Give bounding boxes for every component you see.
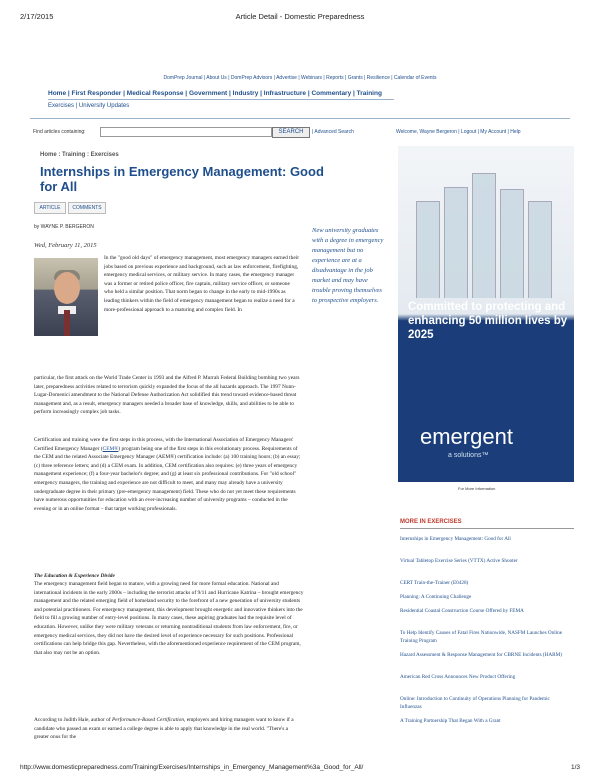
search-button[interactable]: SEARCH bbox=[272, 127, 310, 138]
print-date: 2/17/2015 bbox=[20, 12, 54, 21]
search-label: Find articles containing: bbox=[33, 129, 86, 135]
print-footer bbox=[20, 764, 580, 771]
more-item[interactable]: American Red Cross Announces New Product Offering bbox=[400, 674, 516, 680]
nav-item-commentary[interactable]: Commentary bbox=[311, 90, 352, 97]
search-divider bbox=[30, 118, 570, 119]
page-number: 1/3 bbox=[570, 764, 580, 771]
paragraph-2: Certification and training were the first steps in this process, with the International Association of Emergency Managers' Certified Emergency Manager (CEM®) program being one of the first steps in this evolutionary process. Requirements of the CEM and the related Associate Emergency Manager (AEM®) certification include: (a) 100 training hours; (b) an essay; (c) three reference letters; and (d) a CEM exam. In addition, CEM certification also requires: (e) three years of emergency management experience; (f) a four-year bachelor's degree; and (g) at least six professional contributions. For "old school" emergency managers, the training and experience are not difficult to meet, and many may already have a university undergraduate degree in their primary (pre-emergency management) field. These who do not yet meet these requirements have numerous opportunities for education with an ever-increasing number of university programs – conducted in the evening or in an online format – that target working professionals. bbox=[34, 437, 301, 512]
more-item[interactable]: CERT Train-the-Trainer (E0428) bbox=[400, 580, 469, 586]
ad-tagline: a solutions™ bbox=[448, 452, 489, 459]
advanced-search-link[interactable]: | Advanced Search bbox=[312, 129, 354, 135]
nav-item-medical-response[interactable]: Medical Response bbox=[126, 90, 184, 97]
section-heading: The Education & Experience Divide bbox=[34, 573, 115, 579]
article-date: Wed, February 11, 2015 bbox=[34, 242, 97, 249]
paragraph-4: According to Judith Hale, author of Performance-Based Certification, employers and hiring managers want to know if a candidate who passed an exam or earned a college degree is able to apply that knowledge in the real world. "There's a greater onus for the bbox=[34, 717, 294, 741]
footer-url: http://www.domesticpreparedness.com/Training/Exercises/Internships_in_Emergency_Management%3a_Good_for_All/ bbox=[20, 764, 364, 771]
paragraph-1-continued: particular, the first attack on the World Trade Center in 1993 and the Alfred P. Murrah Federal Building bombing two years later, preparedness activities related to terrorism quickly expanded the focus of the all hazards approach. The 1997 Nunn-Lugar-Domenici amendment to the National Defense Authorization Act solidified this trend toward evidence-based threat management and, as a result, emergency managers needed a broader base of knowledge, skills, and abilities to be able to perform increasingly complex job tasks. bbox=[34, 375, 300, 416]
ad-more-info-link[interactable]: For More Information bbox=[458, 486, 496, 491]
nav-item-training[interactable]: Training bbox=[356, 90, 382, 97]
page-title: Internships in Emergency Management: Good for All bbox=[40, 164, 324, 194]
more-heading: MORE IN EXERCISES bbox=[400, 519, 462, 525]
advertisement-banner[interactable] bbox=[398, 146, 574, 482]
vial-image bbox=[444, 187, 468, 298]
nav-item-infrastructure[interactable]: Infrastructure bbox=[263, 90, 307, 97]
search-input[interactable] bbox=[100, 127, 272, 137]
main-nav: Home | First Responder | Medical Response | Government | Industry | Infrastructure | Commentary | Training bbox=[48, 90, 382, 97]
tab-comments[interactable]: COMMENTS bbox=[68, 202, 106, 214]
tab-article[interactable]: ARTICLE bbox=[34, 202, 66, 214]
pull-quote: New university graduates with a degree in emergency management but no experience are at a disadvantage in the job market and may have trouble proving themselves to prospective employers. bbox=[312, 227, 384, 304]
paragraph-3: The emergency management field began to mature, with a growing need for more formal education. National and international incidents in the early 2000s – including the terrorist attacks of 9/11 and Hurricane Katrina – brought emergency management and the related emerging field of homeland security to the forefront of a new generation of university students and potential practitioners. For emergency management, this development brought energetic and innovative thinkers into the field to fill a growing number of entry-level positions. In many cases, these aspiring graduates had the requisite level of education. However, unlike they were military veterans or returning nontraditional students from law enforcement, fire, or emergency medical services, they did not have the desired level of experience necessary for such positions. Professional certifications can help bridge this gap. Nevertheless, with the aforementioned experience requirement of the CEM program, that also may not be an option. bbox=[34, 581, 304, 656]
nav-item-government[interactable]: Government bbox=[188, 90, 228, 97]
nav-divider bbox=[48, 99, 394, 100]
sub-nav[interactable]: Exercises | University Updates bbox=[48, 103, 130, 109]
ad-headline: Committed to protecting and enhancing 50 million lives by 2025 bbox=[408, 301, 568, 341]
more-item[interactable]: Online: Introduction to Continuity of Operations Planning for Pandemic Influenzas bbox=[400, 696, 550, 710]
vial-image bbox=[500, 189, 524, 298]
print-title: Article Detail - Domestic Preparedness bbox=[235, 12, 365, 21]
paragraph-1: In the "good old days" of emergency management, most emergency managers earned their jobs based on previous experience and background, such as law enforcement, firefighting, emergency medical services, or military service. In many cases, the emergency manager was a former or retired police officer, fire captain, military service officer, or someone who held a similar position. That norm began to change in the early to mid-1990s as leading thinkers within the field of emergency management began to realize a need for a more-professional approach to a maturing and complex field. In bbox=[104, 255, 300, 313]
emergent-logo: emergent bbox=[420, 424, 513, 449]
author-photo bbox=[34, 258, 98, 336]
more-item[interactable]: A Training Partnership That Began With a Grant bbox=[400, 718, 501, 724]
cem-link[interactable]: CEM® bbox=[102, 445, 119, 452]
more-divider bbox=[400, 528, 574, 529]
vial-image bbox=[528, 201, 552, 298]
nav-item-first-responder[interactable]: First Responder bbox=[71, 90, 122, 97]
top-links[interactable]: DomPrep Journal | About Us | DomPrep Advisors | Advertise | Webinars | Reports | Grants | Resilience | Calendar of Events bbox=[163, 75, 437, 81]
vial-image bbox=[416, 201, 440, 298]
vial-image bbox=[472, 173, 496, 298]
user-links[interactable]: Welcome, Wayne Bergeron | Logout | My Account | Help bbox=[396, 129, 521, 135]
breadcrumb[interactable]: Home : Training : Exercises bbox=[40, 152, 119, 158]
more-item[interactable]: Internships in Emergency Management: Good for All bbox=[400, 536, 511, 542]
more-item[interactable]: Residential Coastal Construction Course Offered by FEMA bbox=[400, 608, 524, 614]
more-item[interactable]: To Help Identify Causes of Fatal Fires Nationwide, NASFM Launches Online Training Program bbox=[400, 630, 563, 644]
more-item[interactable]: Hazard Assessment & Response Management for CBRNE Incidents (HARM) bbox=[400, 652, 562, 658]
byline: by WAYNE P. BERGERON bbox=[34, 224, 94, 230]
more-item[interactable]: Virtual Tabletop Exercise Series (VTTX) Active Shooter bbox=[400, 558, 518, 564]
more-item[interactable]: Planning: A Continuing Challenge bbox=[400, 594, 472, 600]
nav-item-industry[interactable]: Industry bbox=[232, 90, 259, 97]
nav-item-home[interactable]: Home bbox=[48, 90, 67, 97]
